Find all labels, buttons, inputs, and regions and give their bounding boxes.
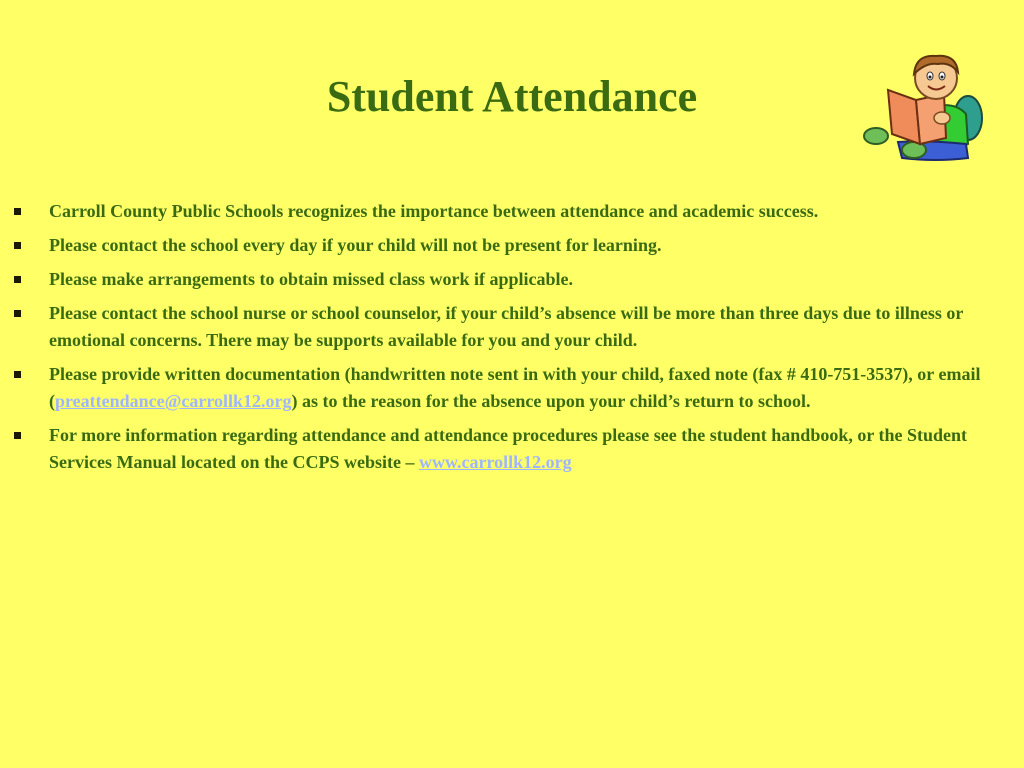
bullet-text-before-email: Please provide written documentation (handwritten note sent in with your child, faxed note (fax # 410-751-3537), or email ( (49, 364, 981, 411)
square-bullet-icon (14, 371, 21, 378)
boy-reading-book-icon (858, 48, 990, 164)
bullet-item (12, 300, 1012, 354)
square-bullet-icon (14, 432, 21, 439)
square-bullet-icon (14, 208, 21, 215)
square-bullet-icon (14, 310, 21, 317)
bullet-item (12, 232, 1012, 259)
email-link[interactable]: preattendance@carrollk12.org (55, 391, 292, 411)
bullet-text: Carroll County Public Schools recognizes the importance between attendance and academic success. (49, 201, 819, 221)
bullet-item (12, 198, 1012, 225)
bullet-text-after-email: ) as to the reason for the absence upon your child’s return to school. (291, 391, 811, 411)
bullet-text: Please contact the school every day if your child will not be present for learning. (49, 235, 662, 255)
bullet-item (12, 422, 1012, 476)
bullet-list (12, 198, 1012, 483)
website-link[interactable]: www.carrollk12.org (418, 452, 572, 472)
square-bullet-icon (14, 242, 21, 249)
bullet-item (12, 266, 1012, 293)
square-bullet-icon (14, 276, 21, 283)
bullet-text: Please contact the school nurse or school counselor, if your child’s absence will be more than three days due to illness or emotional concerns. There may be supports available for you and your child. (49, 303, 963, 350)
bullet-item (12, 361, 1012, 415)
bullet-text: Please make arrangements to obtain missed class work if applicable. (49, 269, 573, 289)
slide-title: Student Attendance (326, 72, 698, 121)
bullet-text-before-website: For more information regarding attendance and attendance procedures please see the student handbook, or the Student Services Manual located on the CCPS website – (49, 425, 968, 472)
